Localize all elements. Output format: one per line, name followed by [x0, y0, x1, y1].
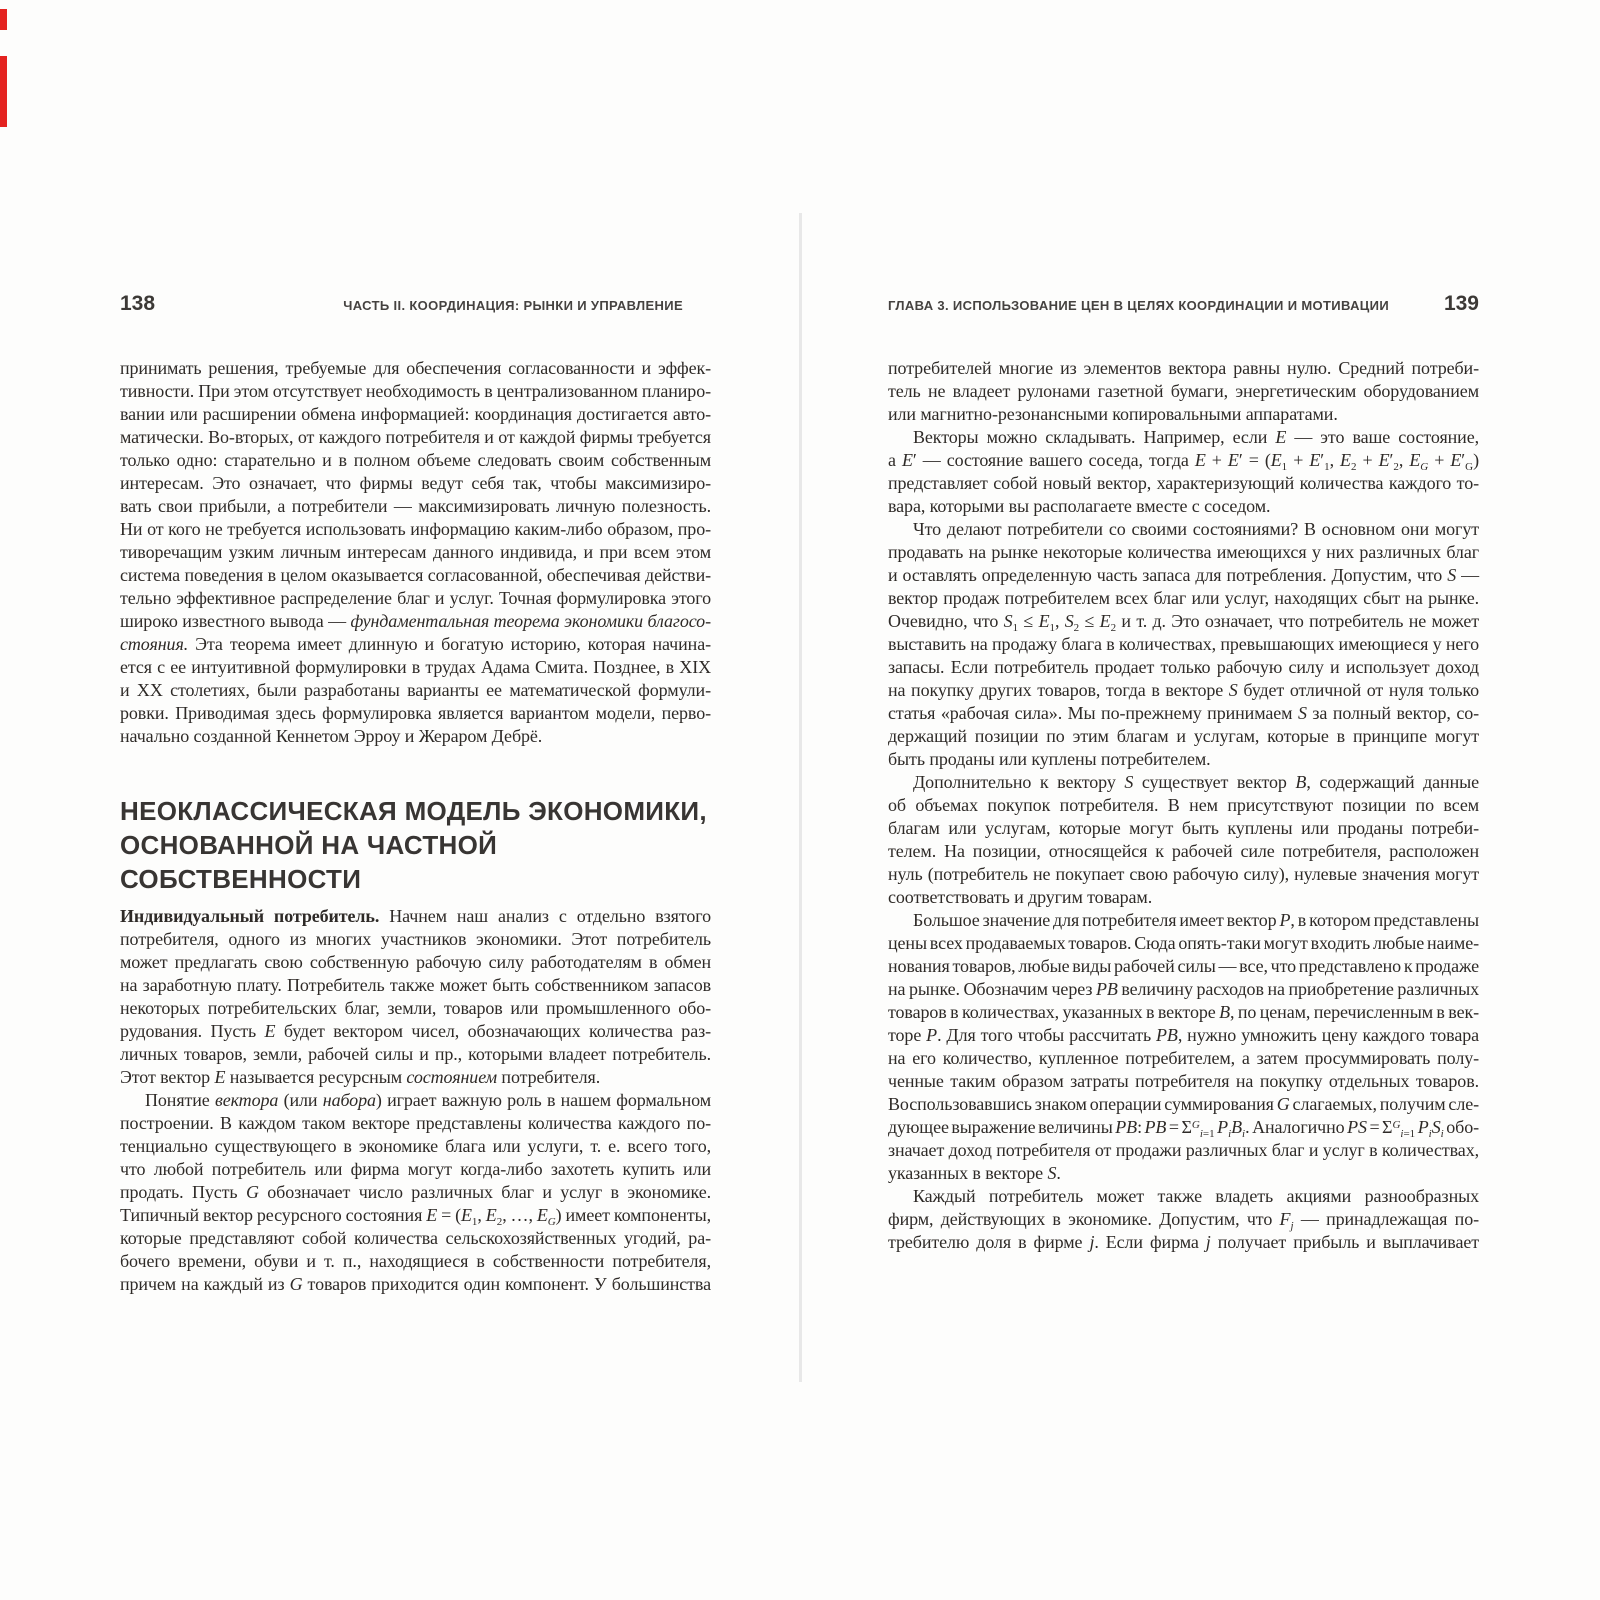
page-number-right: 139	[1443, 292, 1479, 315]
text-line: вектор продаж потребителем всех благ или услуг, находящих сбыт на рынке.	[888, 588, 1479, 608]
text-line: и оставлять определенную часть запаса для потребления. Допустим, что S —	[888, 565, 1479, 585]
text-line: бочего времени, обуви и т. п., находящиеся в собственности потребителя,	[120, 1251, 711, 1271]
text-line: Воспользовавшись знаком операции суммирования G слагаемых, получим сле-	[888, 1094, 1479, 1114]
text-line: рудования. Пусть E будет вектором чисел, обозначающих количества раз-	[120, 1021, 711, 1041]
text-line: продать. Пусть G обозначает число различных благ и услуг в экономике.	[120, 1182, 711, 1202]
text-line: телем. На позиции, относящейся к рабочей силе потребителя, расположен	[888, 841, 1479, 861]
text-line: благам или услугам, которые могут быть куплены или проданы потреби-	[888, 818, 1479, 838]
text-line: Этот вектор E называется ресурсным состоянием потребителя.	[120, 1067, 601, 1087]
heading-line: ОСНОВАННОЙ НА ЧАСТНОЙ СОБСТВЕННОСТИ	[120, 830, 498, 894]
text-line: представляет собой новый вектор, характеризующий количества каждого то-	[888, 473, 1479, 493]
text-line: тивности. При этом отсутствует необходимость в централизованном планиро-	[120, 381, 711, 401]
right-page-header	[888, 292, 1479, 316]
text-line: статья «рабочая сила». Мы по-прежнему принимаем S за полный вектор, со-	[888, 703, 1480, 723]
text-line: тельно эффективное распределение благ и услуг. Точная формулировка этого	[120, 588, 711, 608]
text-line: ровки. Приводимая здесь формулировка является вариантом модели, перво-	[120, 703, 711, 723]
text-line: Ни от кого не требуется использовать информацию каким-либо образом, про-	[120, 519, 711, 539]
text-line: стояния. Эта теорема имеет длинную и богатую историю, которая начина-	[120, 634, 711, 654]
text-line: значает доход потребителя от продажи различных благ и услуг в количествах,	[888, 1140, 1479, 1160]
text-line: соответствовать и другим товарам.	[888, 887, 1153, 907]
text-line: и XX столетиях, были разработаны варианты ее математической формули-	[120, 680, 711, 700]
text-line: на его количество, купленное потребителем, а затем просуммировать полу-	[888, 1048, 1479, 1068]
text-line: продавать на рынке некоторые количества имеющихся у них различных благ	[888, 542, 1479, 562]
text-line: требителю доля в фирме j. Если фирма j получает прибыль и выплачивает	[888, 1232, 1479, 1252]
paragraph	[120, 357, 711, 748]
text-line: Типичный вектор ресурсного состояния $E = (E_1$, $E_2$, …, $E_G$) имеет компоненты,	[120, 1205, 711, 1228]
text-line: об объемах покупок потребителя. В нем присутствуют позиции по всем	[888, 795, 1479, 815]
left-page-body	[120, 357, 711, 1296]
text-line: нования товаров, любые виды рабочей силы — все, что представлено к продаже	[888, 956, 1479, 976]
text-line: Что делают потребители со своими состояниями? В основном они могут	[913, 519, 1479, 539]
paragraph	[888, 1185, 1479, 1254]
left-page-header	[120, 292, 711, 316]
text-line: Векторы можно складывать. Например, если E — это ваше состояние,	[913, 427, 1479, 447]
paragraph	[888, 771, 1479, 909]
text-line: которые представляют собой количества сельскохозяйственных угодий, ра-	[120, 1228, 711, 1248]
text-line: интересам. Это означает, что фирмы ведут себя так, чтобы максимизиро-	[120, 473, 711, 493]
text-line: что любой потребитель или фирма могут когда-либо захотеть купить или	[120, 1159, 711, 1179]
text-line: выставить на продажу блага в количествах, превышающих имеющиеся у него	[888, 634, 1479, 654]
text-line: может предлагать свою собственную рабочую силу работодателям в обмен	[120, 952, 711, 972]
text-line: потребителя, одного из многих участников экономики. Этот потребитель	[120, 929, 711, 949]
text-line: только одно: старательно и в полном объеме следовать своим собственным	[120, 450, 711, 470]
text-line: Очевидно, что $S_1 \le E_1$, $S_2 \le E_2$ и т. д. Это означает, что потребитель не может	[888, 611, 1479, 634]
red-edge-marker-bottom	[0, 56, 7, 127]
page-number-left: 138	[120, 292, 156, 315]
paragraph	[888, 357, 1479, 426]
text-line: а E′ — состояние вашего соседа, тогда $E + E' = (E_1 + E'_1$, $E_2 + E'_2$, $E_G + E'_G$)	[888, 450, 1479, 473]
text-line: нуль (потребитель не покупает свою рабочую силу), нулевые значения могут	[888, 864, 1479, 884]
text-line: или магнитно-резонансными копировальными аппаратами.	[888, 404, 1338, 424]
text-line: быть проданы или куплены потребителем.	[888, 749, 1211, 769]
text-line: тенциально существующего в экономике блага или услуги, т. е. всего того,	[120, 1136, 711, 1156]
text-line: на рынке. Обозначим через PB величину расходов на приобретение различных	[888, 979, 1479, 999]
text-line: указанных в векторе S.	[888, 1163, 1061, 1183]
text-line: вара, которыми вы располагаете вместе с соседом.	[888, 496, 1271, 516]
text-line: начально созданной Кеннетом Эрроу и Жераром Дебрё.	[120, 726, 543, 746]
text-line: широко известного вывода — фундаментальная теорема экономики благосо-	[120, 611, 711, 631]
right-page-body	[888, 357, 1479, 1254]
text-line: держащий позиции по этим благам и услугам, которые в принципе могут	[888, 726, 1479, 746]
text-line: личных товаров, земли, рабочей силы и пр., которыми владеет потребитель.	[120, 1044, 711, 1064]
text-line: система поведения в целом оказывается согласованной, обеспечивая действи-	[120, 565, 711, 585]
running-head-left: ЧАСТЬ II. КООРДИНАЦИЯ: РЫНКИ И УПРАВЛЕНИЕ	[343, 298, 683, 313]
text-line: вании или расширении обмена информацией: координация достигается авто-	[120, 404, 711, 424]
text-line: Дополнительно к вектору S существует вектор B, содержащий данные	[913, 772, 1480, 792]
text-line: торе P. Для того чтобы рассчитать PB, нужно умножить цену каждого товара	[888, 1025, 1479, 1045]
text-line: Индивидуальный потребитель. Начнем наш анализ с отдельно взятого	[120, 906, 711, 926]
text-line: вать свои прибыли, а потребители — максимизировать личную полезность.	[120, 496, 711, 516]
running-head-right: ГЛАВА 3. ИСПОЛЬЗОВАНИЕ ЦЕН В ЦЕЛЯХ КООРДИНАЦИИ И МОТИВАЦИИ	[888, 298, 1390, 313]
text-line: фирм, действующих в экономике. Допустим, что $F_j$ — принадлежащая по-	[888, 1209, 1479, 1232]
page-gutter-line	[799, 213, 802, 1382]
text-line: некоторых потребительских благ, земли, товаров или промышленного обо-	[120, 998, 711, 1018]
heading-line: НЕОКЛАССИЧЕСКАЯ МОДЕЛЬ ЭКОНОМИКИ,	[120, 796, 707, 826]
text-line: матически. Во-вторых, от каждого потребителя и от каждой фирмы требуется	[120, 427, 711, 447]
paragraph	[888, 426, 1479, 518]
text-line: принимать решения, требуемые для обеспечения согласованности и эффек-	[120, 358, 711, 378]
text-line: товаров в количествах, указанных в векторе B, по ценам, перечисленным в век-	[888, 1002, 1479, 1022]
paragraph	[888, 518, 1479, 771]
paragraph	[120, 1089, 711, 1296]
text-line: ченные таким образом затраты потребителя на покупку отдельных товаров.	[888, 1071, 1479, 1091]
text-line: цены всех продаваемых товаров. Сюда опять-таки могут входить любые наиме-	[888, 933, 1479, 953]
text-line: запасы. Если потребитель продает только рабочую силу и использует доход	[888, 657, 1479, 677]
text-line: Каждый потребитель может также владеть акциями разнообразных	[913, 1186, 1479, 1206]
text-line: тель не владеет рулонами газетной бумаги, энергетическим оборудованием	[888, 381, 1479, 401]
left-page	[120, 292, 711, 1296]
section-heading	[120, 794, 711, 896]
text-line: ется с ее интуитивной формулировки в трудах Адама Смита. Позднее, в XIX	[120, 657, 711, 677]
red-edge-marker-top	[0, 9, 7, 30]
paragraph	[120, 905, 711, 1089]
text-line: Понятие вектора (или набора) играет важную роль в нашем формальном	[145, 1090, 711, 1110]
right-page	[888, 292, 1479, 1254]
text-line: дующее выражение величины PB: PB = $\Sigma^G_{i=1}$ $P_iB_i$. Аналогично PS = $\Sigma^G_{i=1}$ $P_iS_i$ обо-	[888, 1117, 1479, 1140]
text-line: на заработную плату. Потребитель также может быть собственником запасов	[120, 975, 711, 995]
text-line: Большое значение для потребителя имеет вектор P, в котором представлены	[913, 910, 1479, 930]
text-line: причем на каждый из G товаров приходится один компонент. У большинства	[120, 1274, 711, 1294]
text-line: на покупку других товаров, тогда в векторе S будет отличной от нуля только	[888, 680, 1479, 700]
text-line: тиворечащим узким личным интересам данного индивида, и при всем этом	[120, 542, 711, 562]
text-line: построении. В каждом таком векторе представлены количества каждого по-	[120, 1113, 711, 1133]
text-line: потребителей многие из элементов вектора равны нулю. Средний потреби-	[888, 358, 1479, 378]
paragraph	[888, 909, 1479, 1185]
